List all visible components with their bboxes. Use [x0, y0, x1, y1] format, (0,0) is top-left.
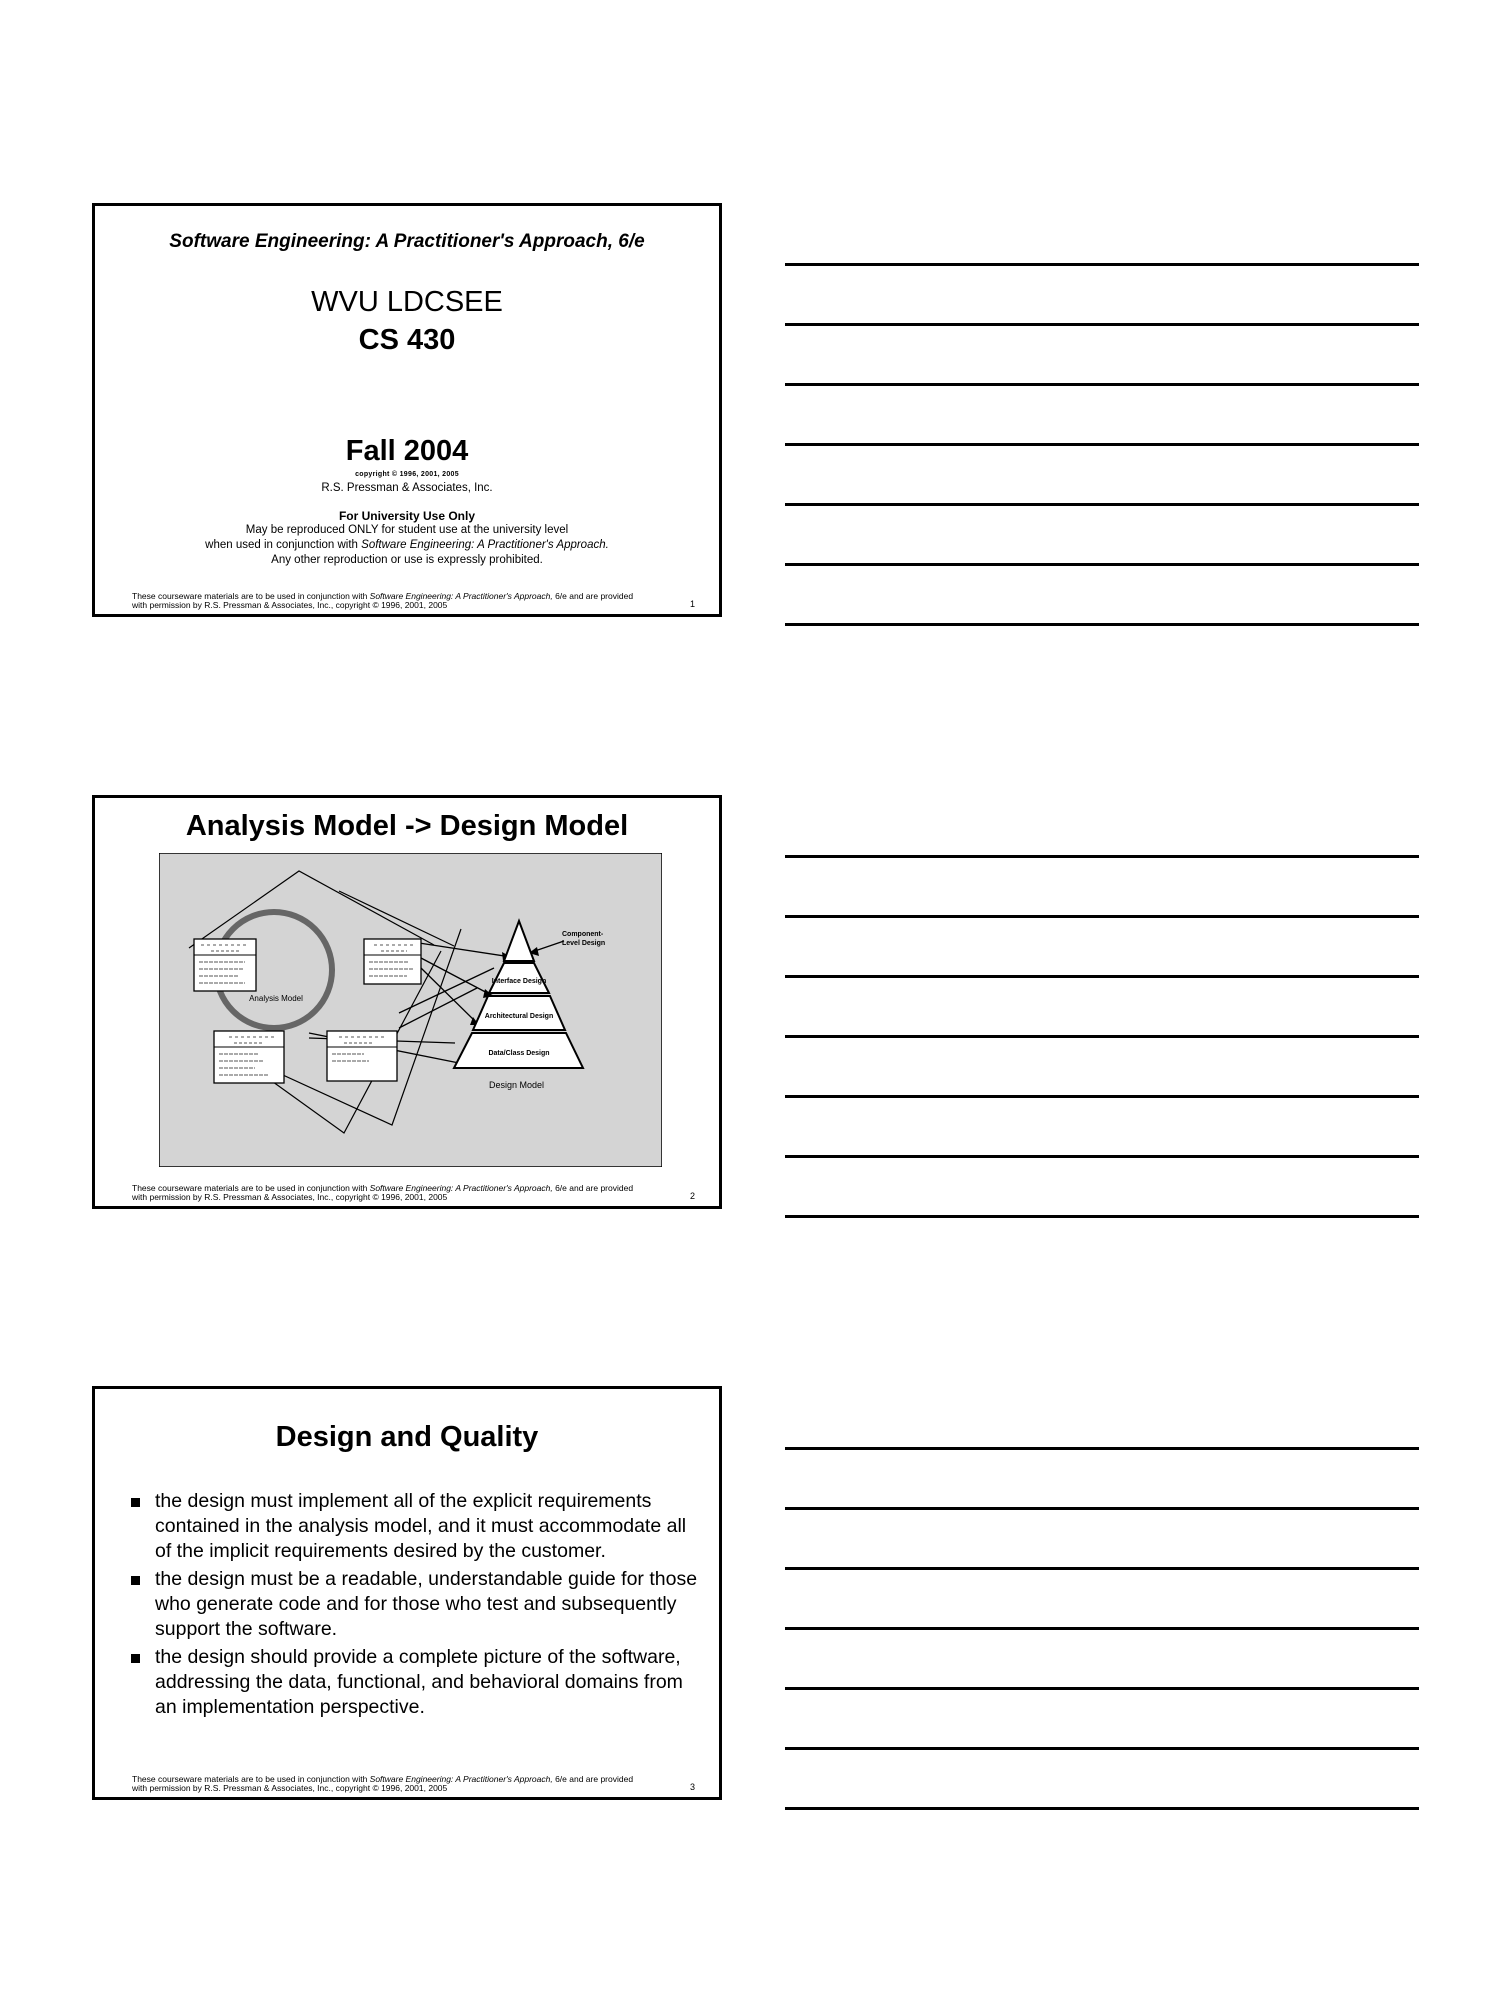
company-line: R.S. Pressman & Associates, Inc. — [321, 482, 493, 494]
note-line — [785, 975, 1419, 978]
note-line — [785, 1807, 1419, 1810]
bullet-item — [131, 1567, 701, 1642]
bullet-text: the design must be a readable, understandable guide for those who generate code and for those who test and subsequently support the software. — [155, 1568, 698, 1640]
apex-label-2: Level Design — [562, 940, 606, 947]
note-line — [785, 443, 1419, 446]
footer-line1-book: Software Engineering: A Practitioner's Approach, — [369, 1183, 553, 1193]
note-line — [785, 1747, 1419, 1750]
slide-title-line1: WVU LDCSEE — [311, 286, 503, 318]
slide-title-line2: CS 430 — [358, 324, 456, 356]
note-line — [785, 563, 1419, 566]
pyramid-label-2: Architectural Design — [484, 1013, 554, 1020]
note-line — [785, 623, 1419, 626]
bullet-item — [131, 1489, 701, 1564]
bullet-text: the design should provide a complete picture of the software, addressing the data, functional, and behavioral domains from an implementation perspective. — [155, 1646, 683, 1718]
slide-title: Analysis Model -> Design Model — [185, 810, 629, 842]
footer-line1-pre: These courseware materials are to be used in conjunction with — [132, 591, 370, 601]
footer-line1-post: 6/e and are provided — [552, 1183, 634, 1193]
note-line — [785, 1567, 1419, 1570]
note-line — [785, 503, 1419, 506]
page-number: 2 — [689, 1191, 695, 1201]
note-line — [785, 915, 1419, 918]
slide-footer — [132, 1184, 633, 1202]
footer-line1-book: Software Engineering: A Practitioner's Approach, — [369, 1774, 553, 1784]
note-line — [785, 1687, 1419, 1690]
page-number: 3 — [689, 1782, 695, 1792]
footer-line1-pre: These courseware materials are to be used in conjunction with — [132, 1774, 370, 1784]
slide-1 — [92, 203, 722, 617]
use-heading: For University Use Only — [338, 509, 476, 523]
note-line — [785, 1447, 1419, 1450]
copyright-line: copyright © 1996, 2001, 2005 — [355, 471, 459, 478]
bullet-square-icon — [131, 1576, 140, 1585]
note-line — [785, 855, 1419, 858]
slide-footer — [132, 1775, 633, 1793]
note-line — [785, 1035, 1419, 1038]
analysis-box-3 — [214, 1031, 284, 1083]
note-line — [785, 1627, 1419, 1630]
note-line — [785, 1215, 1419, 1218]
slide-footer — [132, 592, 633, 610]
footer-line2: with permission by R.S. Pressman & Associates, Inc., copyright © 1996, 2001, 2005 — [132, 1192, 448, 1202]
analysis-design-diagram — [159, 853, 662, 1167]
note-line — [785, 1507, 1419, 1510]
term: Fall 2004 — [345, 435, 469, 467]
footer-line2: with permission by R.S. Pressman & Associates, Inc., copyright © 1996, 2001, 2005 — [132, 600, 448, 610]
analysis-model-label: Analysis Model — [249, 994, 303, 1003]
book-title: Software Engineering: A Practitioner's Approach, 6/e — [169, 231, 645, 252]
footer-line1-pre: These courseware materials are to be used in conjunction with — [132, 1183, 370, 1193]
use-line-2 — [95, 539, 719, 551]
bullet-square-icon — [131, 1654, 140, 1663]
footer-line2: with permission by R.S. Pressman & Associates, Inc., copyright © 1996, 2001, 2005 — [132, 1783, 448, 1793]
slide-title: Design and Quality — [275, 1421, 539, 1453]
bullet-text: the design must implement all of the explicit requirements contained in the analysis model, and it must accommodate all of the implicit requirements desired by the customer. — [155, 1490, 687, 1562]
use-line-2-book: Software Engineering: A Practitioner's Approach. — [361, 539, 609, 551]
analysis-box-1 — [194, 939, 256, 991]
note-line — [785, 323, 1419, 326]
bullet-square-icon — [131, 1498, 140, 1507]
use-line-3: Any other reproduction or use is expressly prohibited. — [271, 554, 543, 566]
analysis-box-2 — [364, 939, 421, 984]
pyramid-label-1: Data/Class Design — [488, 1050, 550, 1057]
footer-line1-post: 6/e and are provided — [552, 1774, 634, 1784]
bullet-list — [131, 1489, 701, 1723]
analysis-box-4 — [327, 1031, 397, 1081]
note-line — [785, 1155, 1419, 1158]
use-line-1: May be reproduced ONLY for student use at the university level — [245, 524, 569, 536]
pyramid-label-3: Interface Design — [491, 978, 547, 985]
apex-label-1: Component- — [562, 931, 604, 938]
note-line — [785, 1095, 1419, 1098]
note-line — [785, 263, 1419, 266]
footer-line1-book: Software Engineering: A Practitioner's Approach, — [369, 591, 553, 601]
design-model-label: Design Model — [489, 1080, 545, 1090]
note-line — [785, 383, 1419, 386]
page-number: 1 — [689, 599, 695, 609]
bullet-item — [131, 1645, 701, 1720]
use-line-2-text: when used in conjunction with — [205, 539, 362, 551]
slide-3 — [92, 1386, 722, 1800]
footer-line1-post: 6/e and are provided — [552, 591, 634, 601]
slide-2 — [92, 795, 722, 1209]
